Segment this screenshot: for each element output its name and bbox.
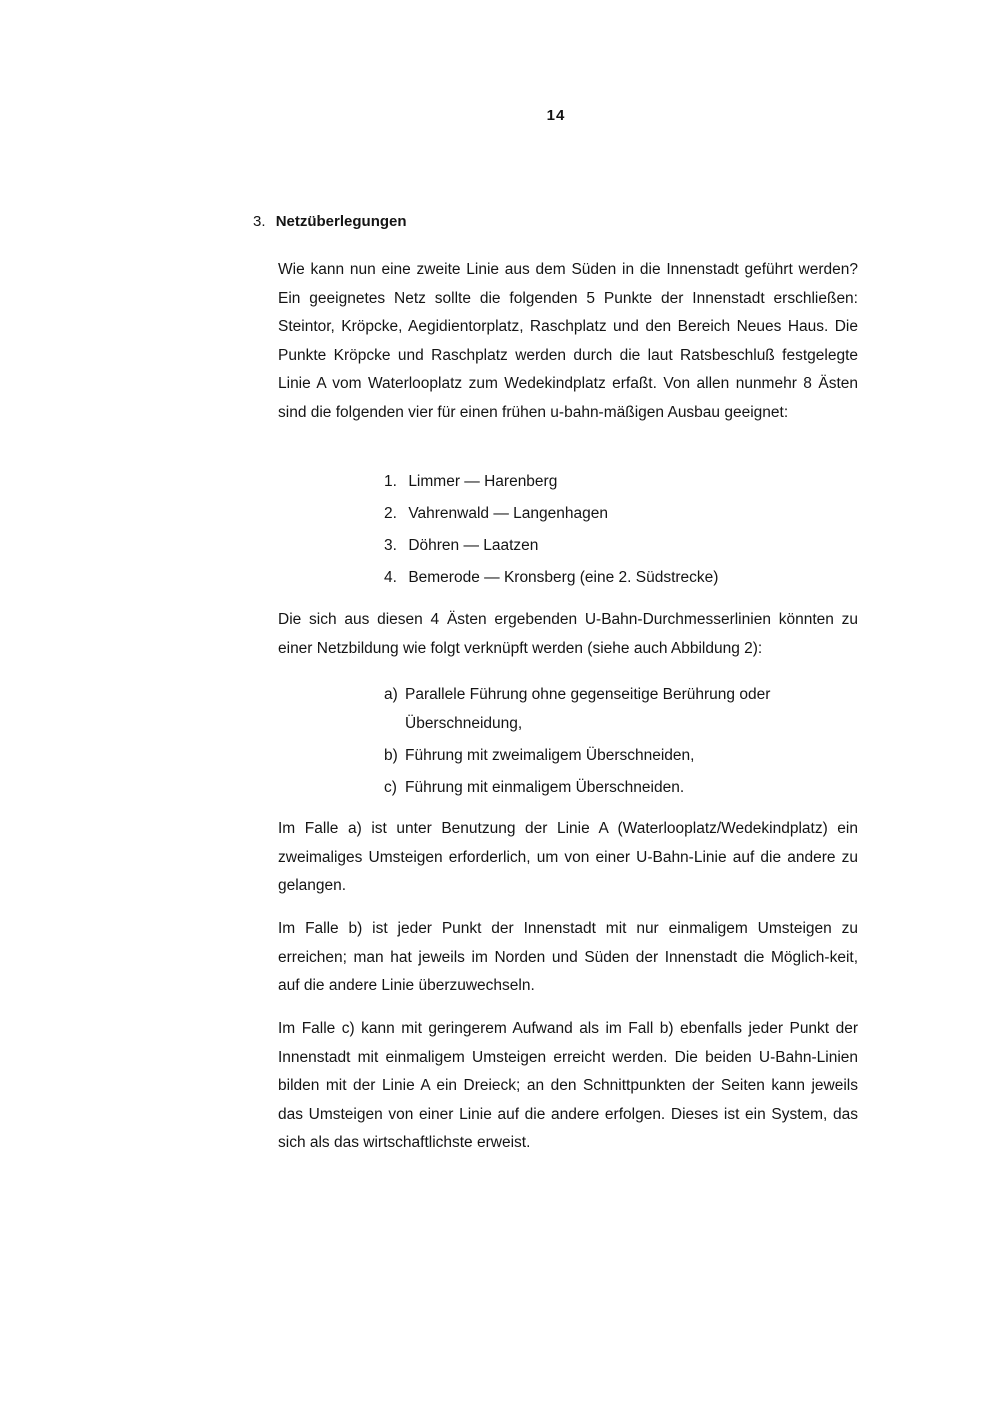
list-marker: b) xyxy=(384,747,398,764)
list-marker: a) xyxy=(384,686,398,703)
section-title: Netzüberlegungen xyxy=(275,213,407,230)
list-marker: 1. xyxy=(384,473,397,490)
paragraph-case-c: Im Falle c) kann mit geringerem Aufwand als im Fall b) ebenfalls jeder Punkt der Innenstadt mit einmaligem Umsteigen erreicht werden. Die beiden U-Bahn-Linien bilden mit der Linie A ein Dreieck; an den Schnittpunkten der Seiten kann jeweils das Umsteigen von einer Linie auf die andere erfolgen. Dieses ist ein System, das sich als das wirtschaftlichste erweist. xyxy=(278,1020,858,1152)
list-item xyxy=(384,566,718,598)
option-list xyxy=(384,680,804,805)
page-number: 14 xyxy=(546,107,566,124)
list-marker: 4. xyxy=(384,569,397,586)
paragraph-intro: Wie kann nun eine zweite Linie aus dem Süden in die Innenstadt geführt werden? Ein geeignetes Netz sollte die folgenden 5 Punkte der Innenstadt erschließen: Steintor, Kröpcke, Aegidientorplatz, Raschplatz und den Bereich Neues Haus. Die Punkte Kröpcke und Raschplatz werden durch die laut Ratsbeschluß festgelegte Linie A vom Waterlooplatz zum Wedekindplatz erfaßt. Von allen nunmehr 8 Ästen sind die folgenden vier für einen frühen u-bahn-mäßigen Ausbau geeignet: xyxy=(278,261,858,421)
list-item-text: Bemerode — Kronsberg (eine 2. Südstrecke) xyxy=(408,569,719,586)
list-item-text: Vahrenwald — Langenhagen xyxy=(408,505,608,522)
list-item-text: Führung mit einmaligem Überschneiden. xyxy=(405,779,685,796)
section-heading xyxy=(253,213,407,230)
list-marker: 2. xyxy=(384,505,397,522)
list-item xyxy=(384,741,804,770)
list-item xyxy=(384,502,718,534)
list-item-text: Limmer — Harenberg xyxy=(408,473,558,490)
paragraph-network: Die sich aus diesen 4 Ästen ergebenden U-Bahn-Durchmesserlinien könnten zu einer Netzbildung wie folgt verknüpft werden (siehe auch Abbildung 2): xyxy=(278,611,858,657)
paragraph-case-a: Im Falle a) ist unter Benutzung der Linie A (Waterlooplatz/Wedekindplatz) ein zweimaliges Umsteigen erforderlich, um von einer U-Bahn-Linie auf die andere zu gelangen. xyxy=(278,820,858,895)
list-marker: c) xyxy=(384,779,397,796)
list-item-text: Döhren — Laatzen xyxy=(408,537,539,554)
list-item xyxy=(384,534,718,566)
branch-list xyxy=(384,470,718,598)
paragraph-case-b: Im Falle b) ist jeder Punkt der Innenstadt mit nur einmaligem Umsteigen zu erreichen; man hat jeweils im Norden und Süden der Innenstadt die Möglich-keit, auf die andere Linie überzuwechseln. xyxy=(278,920,858,995)
list-item-text: Führung mit zweimaligem Überschneiden, xyxy=(405,747,695,764)
list-item xyxy=(384,773,804,802)
list-marker: 3. xyxy=(384,537,397,554)
list-item xyxy=(384,470,718,502)
section-number: 3. xyxy=(253,213,266,230)
list-item-text: Parallele Führung ohne gegenseitige Berührung oder Überschneidung, xyxy=(405,686,771,732)
list-item xyxy=(384,680,804,738)
